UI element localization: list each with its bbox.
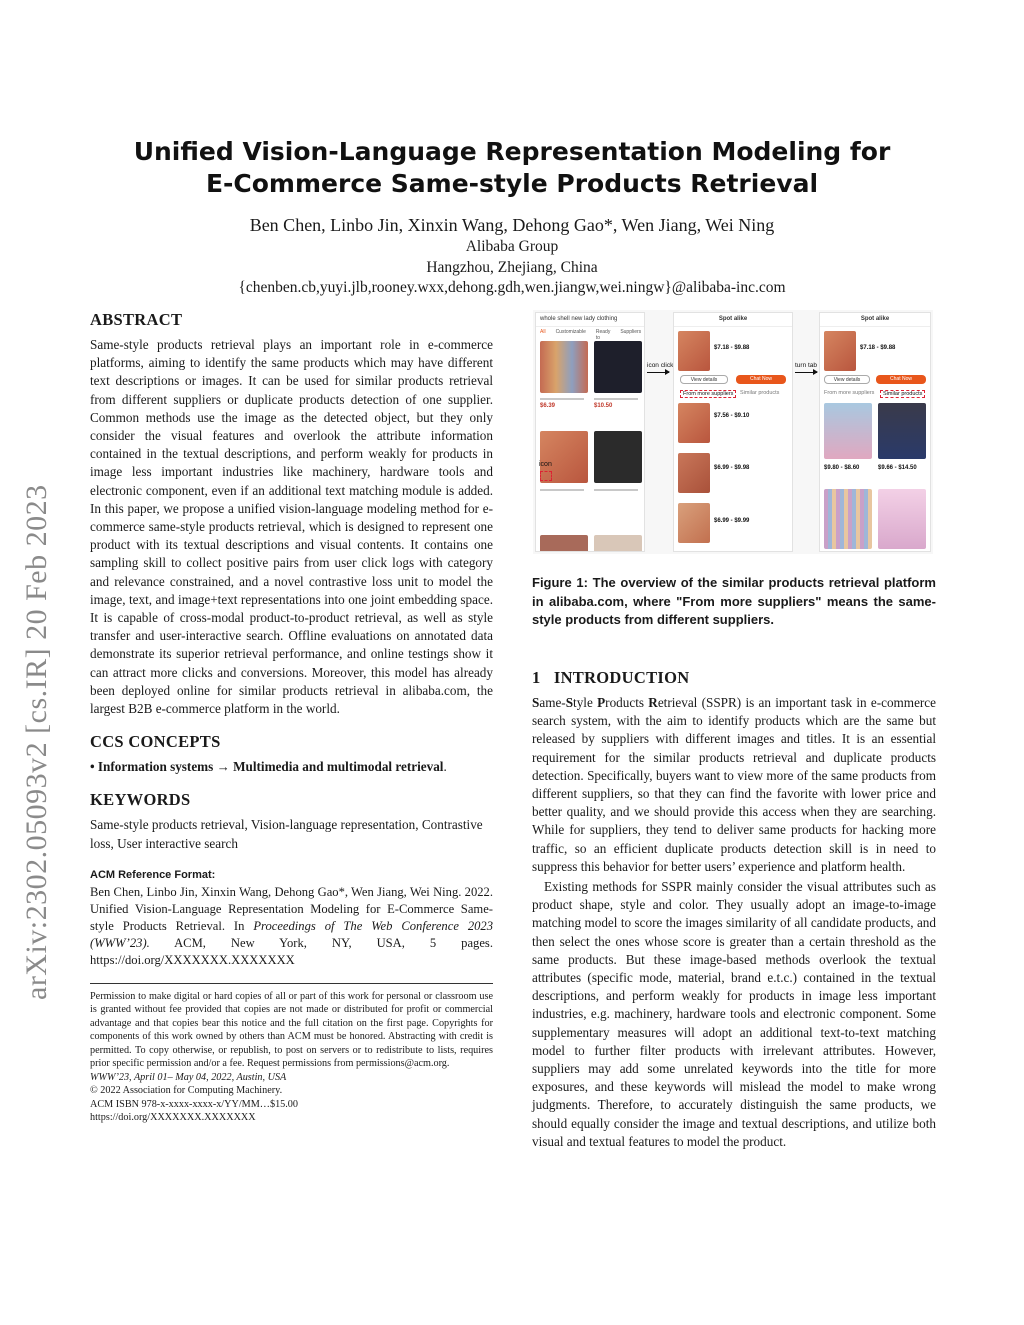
intro-heading <box>532 668 936 688</box>
ccs-text: • Information systems → Multimedia and multimodal retrieval <box>90 759 444 775</box>
abstract-text: Same-style products retrieval plays an important role in e-commerce platforms, aiming to identify the same products which may have different text descriptions or images. It can be used for similar products retrieval from different suppliers or duplicate products detection of one supplier. Common methods use the image as the detected object, but they only consider the visual features and overlook the attribute information contained in the textual descriptions, and perform weakly for products in image less important industries like machinery, hardware tools and electronic component, even if an additional text matching module is added. In this paper, we propose a unified vision-language modeling method for e-commerce same-style products retrieval, which is designed to represent one product with its textual descriptions and visual contents. It contains one sampling skill to collect positive pairs from user click logs with category and relevance constrained, and a novel contrastive loss unit to model the image, text, and image+text representations into one joint embedding space. It is capable of cross-modal product-to-product retrieval, as well as style transfer and user-interactive search. Offline evaluations on annotated data demonstrate its superior retrieval performance, and online testings show it can attract more clicks and conversions. Moreover, this model has already been deployed online for similar products retrieval in alibaba.com, the largest B2B e-commerce platform in the world. <box>90 337 493 717</box>
spot-alike-title: Spot alike <box>674 313 792 327</box>
acm-ref-venue: Proceedings of The Web Conference 2023 (WWW’23). <box>90 918 494 950</box>
intro-p1-text: tyle Products Retrieval (SSPR) is an important task in e-commerce search system, with the aim to identify products which are the same but released by suppliers with different images and titles. It is an essential requirement for the similar products retrieval and duplicate products detection. Specifically, buyers want to view more of the same products from different suppliers, so that they can find the favorite with lower price and better quality, and we should provide this access when they are searching. While for suppliers, they tend to deliver same products for hacking more traffic, so an efficient duplicate products detection skill is in need to suppress this behavior for better users’ experience and platform health. <box>532 695 937 874</box>
turn-tab-label: turn tab <box>795 362 818 369</box>
copyright-line: © 2022 Association for Computing Machinery. <box>90 1085 283 1097</box>
isbn-line: ACM ISBN 978-x-xxxx-xxxx-x/YY/MM…$15.00 <box>90 1098 298 1110</box>
intro-heading-number: 1 <box>532 668 541 687</box>
text-line <box>540 398 584 400</box>
product-image <box>678 403 710 443</box>
product-image <box>678 503 710 543</box>
affiliation: Alibaba Group <box>465 238 559 255</box>
icon-click-label: icon click <box>647 362 674 369</box>
spot-alike-title: Spot alike <box>820 313 930 327</box>
price: $7.18 - $9.88 <box>714 345 750 351</box>
similar-products-tab: Similar products <box>880 390 925 398</box>
product-image <box>824 489 872 549</box>
permission-text: Permission to make digital or hard copies of all or part of this work for personal or classroom use is granted without fee provided that copies are not made or distributed for profit or commercial advantage and that copies bear this notice and the full citation on the first page. Copyrights for components of this work owned by others than ACM must be honored. Abstracting with credit is permitted. To copy otherwise, or republish, to post on servers or to redistribute to lists, requires prior specific permission and/or a fee. Request permissions from permissions@acm.org. <box>90 990 493 1070</box>
permission-block <box>90 990 493 1125</box>
author-emails: {chenben.cb,yuyi.jlb,rooney.wxx,dehong.gdh,wen.jiangw,wei.ningw}@alibaba-inc.com <box>238 279 786 296</box>
intro-paragraph-2: Existing methods for SSPR mainly consider the visual attributes such as product shape, style and color. They usually adopt an image-to-image matching model to score the images similarity of all candidate products, and then select the ones whose score is greater than a certain threshold as the same products. But these image-based methods overlook the textual attributes (specific mode, material, brand e.t.c.) contained in the textual descriptions, and perform weakly for products in image less important industries, e.g. machinery, hardware tools and electronic component. Some supplementary measures will adopt an additional text-to-text matching model to further filter products with irrelevant attributes. However, suppliers may add some unrelated keywords into the title for more exposures, and these keywords will mislead the model to make wrong judgments. Therefore, to accurately distinguish the same products, we should equally consider the image and textual descriptions, and utilize both visual and textual features to model the product. <box>532 879 936 1149</box>
chat-now-button: Chat Now <box>736 375 786 384</box>
price: $6.39 <box>540 403 556 409</box>
footnote-rule <box>90 983 493 984</box>
text-line <box>594 398 638 400</box>
title-line-2: E-Commerce Same-style Products Retrieval <box>205 169 819 198</box>
product-image <box>878 489 926 549</box>
title-line-1: Unified Vision-Language Representation Modeling for <box>133 137 891 166</box>
price: $6.99 - $9.98 <box>714 465 750 471</box>
abstract-heading: ABSTRACT <box>90 310 183 329</box>
tab-ready-to-ship: Ready to <box>595 329 611 341</box>
price: $9.66 - $14.50 <box>878 465 917 471</box>
product-image <box>594 341 642 393</box>
similar-products-tab: Similar products <box>740 390 780 396</box>
location: Hangzhou, Zhejiang, China <box>426 259 598 276</box>
product-image <box>594 431 642 483</box>
author-list: Ben Chen, Linbo Jin, Xinxin Wang, Dehong Gao*, Wen Jiang, Wei Ning <box>249 215 775 235</box>
product-image <box>824 403 872 459</box>
introduction-section <box>532 668 936 1151</box>
paper-title <box>100 136 924 200</box>
icon-highlight <box>540 471 552 481</box>
text-line <box>594 489 638 491</box>
ccs-heading: CCS CONCEPTS <box>90 732 221 752</box>
arrow-icon <box>647 372 669 373</box>
search-bar <box>536 313 644 327</box>
from-more-suppliers-tab: From more suppliers <box>824 390 875 396</box>
product-image <box>594 535 642 552</box>
price: $9.80 - $8.60 <box>824 465 860 471</box>
tab-all: All <box>540 329 546 335</box>
acm-ref-part2: ACM, New York, NY, USA, 5 pages. https://doi.org/XXXXXXX.XXXXXXX <box>90 935 493 967</box>
figure-caption <box>532 574 936 630</box>
keywords-heading: KEYWORDS <box>90 790 191 810</box>
intro-paragraph-1: Same-Style Products Retrieval (SSPR) is an important task in e-commerce search system, with the aim to identify products which are the same but released by suppliers with different images and titles. It is an essential requirement for the similar products retrieval and duplicate products detection. Specifically, buyers want to view more of the same products from different suppliers, so that they can find the favorite with lower price and better quality, and we should provide this access when they are searching. While for suppliers, they tend to deliver same products for hacking more traffic, so an efficient duplicate products detection skill is in need to suppress this behavior for better users’ experience and platform health. <box>532 695 937 874</box>
ccs-concepts: • Information systems → Multimedia and multimodal retrieval. <box>90 759 447 775</box>
product-image <box>878 403 926 459</box>
arrow-icon <box>795 372 817 373</box>
view-details-button: View details <box>680 375 728 384</box>
chat-now-button: Chat Now <box>876 375 926 384</box>
spot-alike-suppliers-screen <box>673 312 793 552</box>
acm-ref-text <box>90 884 493 969</box>
arxiv-stamp: arXiv:2302.05093v2 [cs.IR] 20 Feb 2023 <box>20 484 53 1000</box>
tab-suppliers: Suppliers <box>620 329 642 335</box>
price: $7.56 - $9.10 <box>714 413 750 419</box>
price: $7.18 - $9.88 <box>860 345 896 351</box>
keywords-text: Same-style products retrieval, Vision-language representation, Contrastive loss, User interactive search <box>90 817 483 851</box>
product-image <box>824 331 856 371</box>
doi-line: https://doi.org/XXXXXXX.XXXXXXX <box>90 1112 256 1124</box>
price: $6.99 - $9.99 <box>714 518 750 524</box>
conference-line: WWW’23, April 01– May 04, 2022, Austin, USA <box>90 1071 287 1083</box>
spot-alike-similar-screen <box>819 312 931 552</box>
figure-1-caption: Figure 1: The overview of the similar products retrieval platform in alibaba.com, where "From more suppliers" means the same-style products from different suppliers. <box>532 575 936 627</box>
from-more-suppliers-tab: From more suppliers <box>680 390 736 398</box>
tab-customizable: Customizable <box>555 329 586 335</box>
figure-1 <box>533 310 933 554</box>
search-results-screen <box>535 312 645 552</box>
icon-label: icon <box>539 461 552 468</box>
search-query: whole shell new lady clothing <box>540 316 618 322</box>
intro-heading-text: INTRODUCTION <box>553 668 690 687</box>
acm-ref-part1: Ben Chen, Linbo Jin, Xinxin Wang, Dehong Gao*, Wen Jiang, Wei Ning. 2022. Unified Vision-Language Representation Modeling for E-Commerce Same-style Products Retrieval. In <box>90 884 493 933</box>
price: $10.50 <box>594 403 613 409</box>
product-image <box>678 331 710 371</box>
left-column <box>90 310 493 1125</box>
text-line <box>540 489 584 491</box>
product-image <box>540 341 588 393</box>
acm-ref-heading: ACM Reference Format: <box>90 868 216 881</box>
acm-reference <box>90 869 493 969</box>
product-image <box>678 453 710 493</box>
product-image <box>540 535 588 552</box>
view-details-button: View details <box>824 375 870 384</box>
